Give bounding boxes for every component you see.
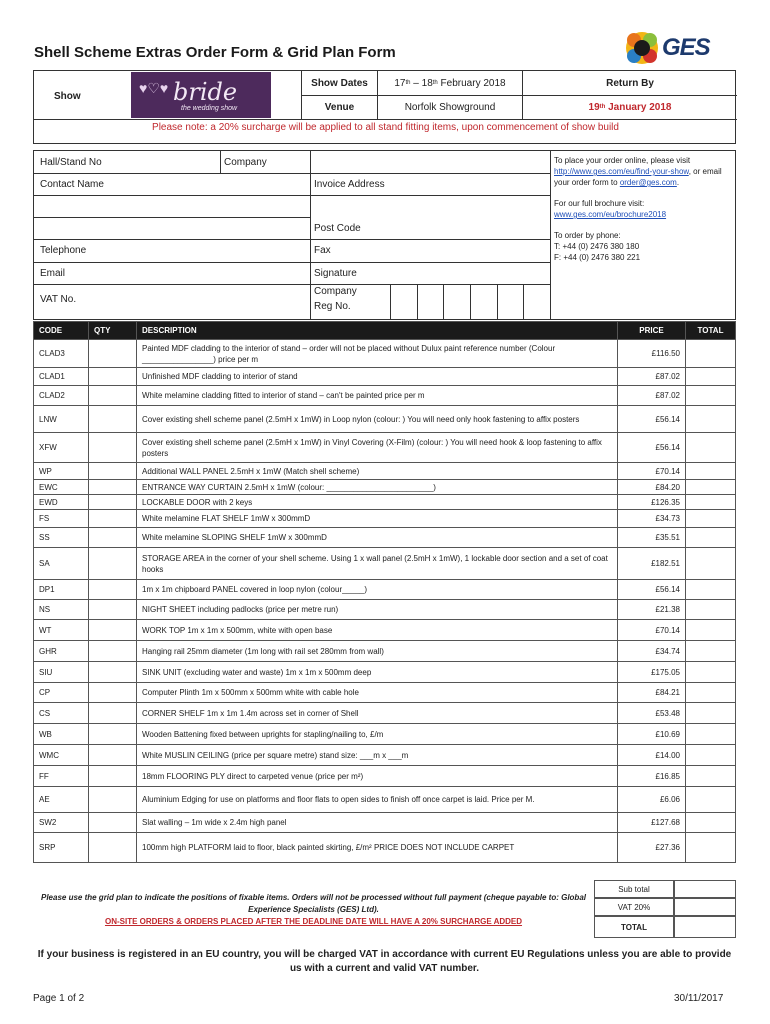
- table-row: [34, 433, 736, 463]
- table-row: [34, 480, 736, 495]
- table-row: [34, 662, 736, 683]
- table-row: [34, 463, 736, 480]
- post-code-field[interactable]: Post Code: [314, 223, 361, 234]
- hearts-icon: ♥♡♥: [139, 80, 169, 96]
- table-row: [34, 495, 736, 510]
- item-price: £175.05: [618, 662, 686, 683]
- table-row: [34, 340, 736, 368]
- item-description: White melamine FLAT SHELF 1mW x 300mmD: [137, 510, 618, 528]
- item-total-input[interactable]: [686, 340, 736, 368]
- item-total-input[interactable]: [686, 463, 736, 480]
- item-price: £182.51: [618, 548, 686, 580]
- payment-note: Please use the grid plan to indicate the positions of fixable items. Orders will not be processed without full payment (cheque payable to: Global Experience Specialists (GES) Ltd).: [41, 893, 586, 914]
- item-description: 100mm high PLATFORM laid to floor, black painted skirting, £/m² PRICE DOES NOT INCLUDE CARPET: [137, 833, 618, 863]
- item-price: £53.48: [618, 703, 686, 724]
- item-code: CLAD1: [34, 368, 89, 386]
- show-dates-label: Show Dates: [301, 71, 377, 95]
- brochure-text: For our full brochure visit:: [554, 199, 645, 208]
- item-code: CP: [34, 683, 89, 703]
- item-qty-input[interactable]: [89, 813, 137, 833]
- item-description: STORAGE AREA in the corner of your shell scheme. Using 1 x wall panel (2.5mH x 1mW), 1 lockable door section and a set of coat hooks: [137, 548, 618, 580]
- signature-field[interactable]: Signature: [314, 268, 357, 279]
- item-price: £34.74: [618, 641, 686, 662]
- table-row: [34, 724, 736, 745]
- table-row: [34, 641, 736, 662]
- item-price: £34.73: [618, 510, 686, 528]
- item-description: CORNER SHELF 1m x 1m 1.4m across set in corner of Shell: [137, 703, 618, 724]
- surcharge-warning: ON-SITE ORDERS & ORDERS PLACED AFTER THE DEADLINE DATE WILL HAVE A 20% SURCHARGE ADDED: [104, 917, 523, 926]
- vat-label: VAT 20%: [594, 898, 674, 916]
- item-code: FF: [34, 766, 89, 787]
- venue-label: Venue: [301, 95, 377, 119]
- vat-value[interactable]: [674, 898, 736, 916]
- item-description: Cover existing shell scheme panel (2.5mH x 1mW) in Vinyl Covering (X-Film) (colour: ) You will need hook & loop fastening to affix posters: [137, 433, 618, 463]
- item-code: SS: [34, 528, 89, 548]
- footer-note: [33, 880, 594, 938]
- return-by-value: 19 th January 2018: [522, 95, 737, 119]
- total-label: TOTAL: [594, 916, 674, 938]
- item-price: £10.69: [618, 724, 686, 745]
- header-code: CODE: [34, 322, 89, 340]
- item-qty-input[interactable]: [89, 368, 137, 386]
- page-title: Shell Scheme Extras Order Form & Grid Plan Form: [34, 44, 396, 61]
- document-date: 30/11/2017: [674, 993, 724, 1004]
- item-description: WORK TOP 1m x 1m x 500mm, white with open base: [137, 620, 618, 641]
- item-code: CLAD2: [34, 386, 89, 406]
- item-total-input[interactable]: [686, 745, 736, 766]
- table-row: [34, 510, 736, 528]
- table-row: [34, 386, 736, 406]
- item-description: 1m x 1m chipboard PANEL covered in loop nylon (colour_____): [137, 580, 618, 600]
- item-total-input[interactable]: [686, 833, 736, 863]
- item-code: LNW: [34, 406, 89, 433]
- item-qty-input[interactable]: [89, 480, 137, 495]
- item-description: 18mm FLOORING PLY direct to carpeted venue (price per m²): [137, 766, 618, 787]
- item-price: £56.14: [618, 580, 686, 600]
- item-code: EWC: [34, 480, 89, 495]
- item-price: £84.21: [618, 683, 686, 703]
- item-total-input[interactable]: [686, 495, 736, 510]
- item-price: £56.14: [618, 433, 686, 463]
- show-logo: [131, 72, 271, 118]
- item-qty-input[interactable]: [89, 683, 137, 703]
- item-description: Slat walling – 1m wide x 2.4m high panel: [137, 813, 618, 833]
- venue-value: Norfolk Showground: [377, 95, 522, 119]
- item-price: £87.02: [618, 386, 686, 406]
- table-row: [34, 703, 736, 724]
- ordering-info: To place your order online, please visit http://www.ges.com/eu/find-your-show, or email your order form to order@ges.com. For our full brochure visit: www.ges.com/eu/brochure2018 To order by phone: T: +44 (0) 2476 380 180 F: +44 (0) 2476 380 221: [554, 155, 734, 263]
- order-items-table: [33, 321, 736, 863]
- item-description: Wooden Battening fixed between uprights for stapling/nailing to, £/m: [137, 724, 618, 745]
- item-total-input[interactable]: [686, 510, 736, 528]
- item-qty-input[interactable]: [89, 724, 137, 745]
- header-price: PRICE: [618, 322, 686, 340]
- item-description: Painted MDF cladding to the interior of stand – order will not be placed without Dulux paint reference number (Colour ________________) price per m: [137, 340, 618, 368]
- return-by-label: Return By: [522, 71, 737, 95]
- item-total-input[interactable]: [686, 683, 736, 703]
- item-code: WB: [34, 724, 89, 745]
- table-row: [34, 813, 736, 833]
- show-logo-title: bride: [173, 78, 238, 106]
- item-description: Unfinished MDF cladding to interior of stand: [137, 368, 618, 386]
- email-field[interactable]: Email: [40, 268, 66, 279]
- item-description: Computer Plinth 1m x 500mm x 500mm white with cable hole: [137, 683, 618, 703]
- item-qty-input[interactable]: [89, 580, 137, 600]
- table-row: [34, 406, 736, 433]
- show-label: Show: [54, 91, 81, 102]
- item-qty-input[interactable]: [89, 548, 137, 580]
- item-total-input[interactable]: [686, 641, 736, 662]
- item-description: ENTRANCE WAY CURTAIN 2.5mH x 1mW (colour: ________________________): [137, 480, 618, 495]
- item-description: White melamine cladding fitted to interior of stand – can't be painted price per m: [137, 386, 618, 406]
- item-code: GHR: [34, 641, 89, 662]
- fax-number: F: +44 (0) 2476 380 221: [554, 253, 641, 262]
- item-price: £116.50: [618, 340, 686, 368]
- table-row: [34, 620, 736, 641]
- item-total-input[interactable]: [686, 787, 736, 813]
- find-your-show-link[interactable]: http://www.ges.com/eu/find-your-show: [554, 167, 689, 176]
- telephone-field[interactable]: Telephone: [40, 245, 87, 256]
- item-code: SIU: [34, 662, 89, 683]
- item-price: £6.06: [618, 787, 686, 813]
- item-price: £35.51: [618, 528, 686, 548]
- item-total-input[interactable]: [686, 548, 736, 580]
- totals-box: [594, 880, 736, 938]
- item-description: LOCKABLE DOOR with 2 keys: [137, 495, 618, 510]
- item-price: £84.20: [618, 480, 686, 495]
- item-total-input[interactable]: [686, 620, 736, 641]
- item-code: SW2: [34, 813, 89, 833]
- item-code: WT: [34, 620, 89, 641]
- item-total-input[interactable]: [686, 480, 736, 495]
- item-qty-input[interactable]: [89, 463, 137, 480]
- item-description: White melamine SLOPING SHELF 1mW x 300mmD: [137, 528, 618, 548]
- item-price: £87.02: [618, 368, 686, 386]
- item-total-input[interactable]: [686, 813, 736, 833]
- item-total-input[interactable]: [686, 724, 736, 745]
- item-qty-input[interactable]: [89, 703, 137, 724]
- item-qty-input[interactable]: [89, 787, 137, 813]
- item-description: Cover existing shell scheme panel (2.5mH x 1mW) in Loop nylon (colour: ) You will need only hook fastening to affix posters: [137, 406, 618, 433]
- online-order-text: To place your order online, please visit: [554, 156, 691, 165]
- item-description: Hanging rail 25mm diameter (1m long with rail set 280mm from wall): [137, 641, 618, 662]
- header-total: TOTAL: [686, 322, 736, 340]
- surcharge-note: Please note: a 20% surcharge will be applied to all stand fitting items, upon commencement of show build: [152, 122, 619, 133]
- vat-number-field[interactable]: VAT No.: [40, 294, 77, 305]
- item-qty-input[interactable]: [89, 433, 137, 463]
- item-qty-input[interactable]: [89, 510, 137, 528]
- table-row: [34, 548, 736, 580]
- table-row: [34, 683, 736, 703]
- phone-number: T: +44 (0) 2476 380 180: [554, 242, 640, 251]
- item-code: EWD: [34, 495, 89, 510]
- table-row: [34, 833, 736, 863]
- item-code: SRP: [34, 833, 89, 863]
- item-price: £27.36: [618, 833, 686, 863]
- item-qty-input[interactable]: [89, 833, 137, 863]
- vat-notice: If your business is registered in an EU country, you will be charged VAT in accordance with current EU Regulations unless you are able to provide us with a current and valid VAT number.: [37, 949, 732, 974]
- item-total-input[interactable]: [686, 703, 736, 724]
- order-email-link[interactable]: order@ges.com: [619, 178, 677, 187]
- item-price: £127.68: [618, 813, 686, 833]
- show-logo-subtitle: the wedding show: [181, 105, 238, 112]
- item-code: SA: [34, 548, 89, 580]
- item-description: White MUSLIN CEILING (price per square metre) stand size: ___m x ___m: [137, 745, 618, 766]
- item-description: SINK UNIT (excluding water and waste) 1m x 1m x 500mm deep: [137, 662, 618, 683]
- item-code: AE: [34, 787, 89, 813]
- item-total-input[interactable]: [686, 406, 736, 433]
- item-code: WMC: [34, 745, 89, 766]
- item-total-input[interactable]: [686, 580, 736, 600]
- item-description: Aluminium Edging for use on platforms and floor flats to open sides to finish off once carpet is laid. Price per M.: [137, 787, 618, 813]
- item-qty-input[interactable]: [89, 766, 137, 787]
- item-qty-input[interactable]: [89, 340, 137, 368]
- item-total-input[interactable]: [686, 368, 736, 386]
- item-code: CS: [34, 703, 89, 724]
- header-description: DESCRIPTION: [137, 322, 618, 340]
- item-price: £14.00: [618, 745, 686, 766]
- table-row: [34, 600, 736, 620]
- item-code: WP: [34, 463, 89, 480]
- item-description: NIGHT SHEET including padlocks (price per metre run): [137, 600, 618, 620]
- table-row: [34, 766, 736, 787]
- fax-field[interactable]: Fax: [314, 245, 331, 256]
- item-price: £70.14: [618, 463, 686, 480]
- subtotal-label: Sub total: [594, 880, 674, 898]
- item-description: Additional WALL PANEL 2.5mH x 1mW (Match shell scheme): [137, 463, 618, 480]
- item-code: NS: [34, 600, 89, 620]
- hall-stand-field[interactable]: Hall/Stand No: [40, 157, 102, 168]
- item-code: XFW: [34, 433, 89, 463]
- ges-logo-text: GES: [662, 34, 710, 61]
- table-row: [34, 368, 736, 386]
- item-code: CLAD3: [34, 340, 89, 368]
- item-qty-input[interactable]: [89, 662, 137, 683]
- item-total-input[interactable]: [686, 662, 736, 683]
- show-dates-value: 17 th – 18 th February 2018: [377, 71, 522, 95]
- item-total-input[interactable]: [686, 528, 736, 548]
- item-qty-input[interactable]: [89, 641, 137, 662]
- item-total-input[interactable]: [686, 600, 736, 620]
- item-qty-input[interactable]: [89, 620, 137, 641]
- item-qty-input[interactable]: [89, 745, 137, 766]
- ges-logo: [624, 30, 734, 66]
- table-row: [34, 580, 736, 600]
- item-qty-input[interactable]: [89, 386, 137, 406]
- page-number: Page 1 of 2: [33, 993, 85, 1004]
- phone-order-text: To order by phone:: [554, 231, 621, 240]
- subtotal-value[interactable]: [674, 880, 736, 898]
- item-price: £16.85: [618, 766, 686, 787]
- ges-flower-icon: [624, 30, 660, 66]
- item-total-input[interactable]: [686, 386, 736, 406]
- table-row: [34, 528, 736, 548]
- customer-details-form: [33, 150, 736, 320]
- table-row: [34, 745, 736, 766]
- table-row: [34, 787, 736, 813]
- item-price: £56.14: [618, 406, 686, 433]
- company-reg-label-2: Reg No.: [314, 301, 351, 312]
- item-code: DP1: [34, 580, 89, 600]
- show-header: [33, 70, 736, 144]
- contact-name-field[interactable]: Contact Name: [40, 179, 104, 190]
- company-field[interactable]: Company: [224, 157, 267, 168]
- company-reg-label-1: Company: [314, 286, 357, 297]
- item-qty-input[interactable]: [89, 495, 137, 510]
- item-qty-input[interactable]: [89, 406, 137, 433]
- item-total-input[interactable]: [686, 433, 736, 463]
- item-price: £21.38: [618, 600, 686, 620]
- item-qty-input[interactable]: [89, 528, 137, 548]
- total-value[interactable]: [674, 916, 736, 938]
- item-code: FS: [34, 510, 89, 528]
- item-price: £70.14: [618, 620, 686, 641]
- invoice-address-field[interactable]: Invoice Address: [314, 179, 385, 190]
- brochure-link[interactable]: www.ges.com/eu/brochure2018: [554, 210, 667, 219]
- item-price: £126.35: [618, 495, 686, 510]
- email-order-text: , or email your order form to: [554, 167, 722, 187]
- item-total-input[interactable]: [686, 766, 736, 787]
- item-qty-input[interactable]: [89, 600, 137, 620]
- header-qty: QTY: [89, 322, 137, 340]
